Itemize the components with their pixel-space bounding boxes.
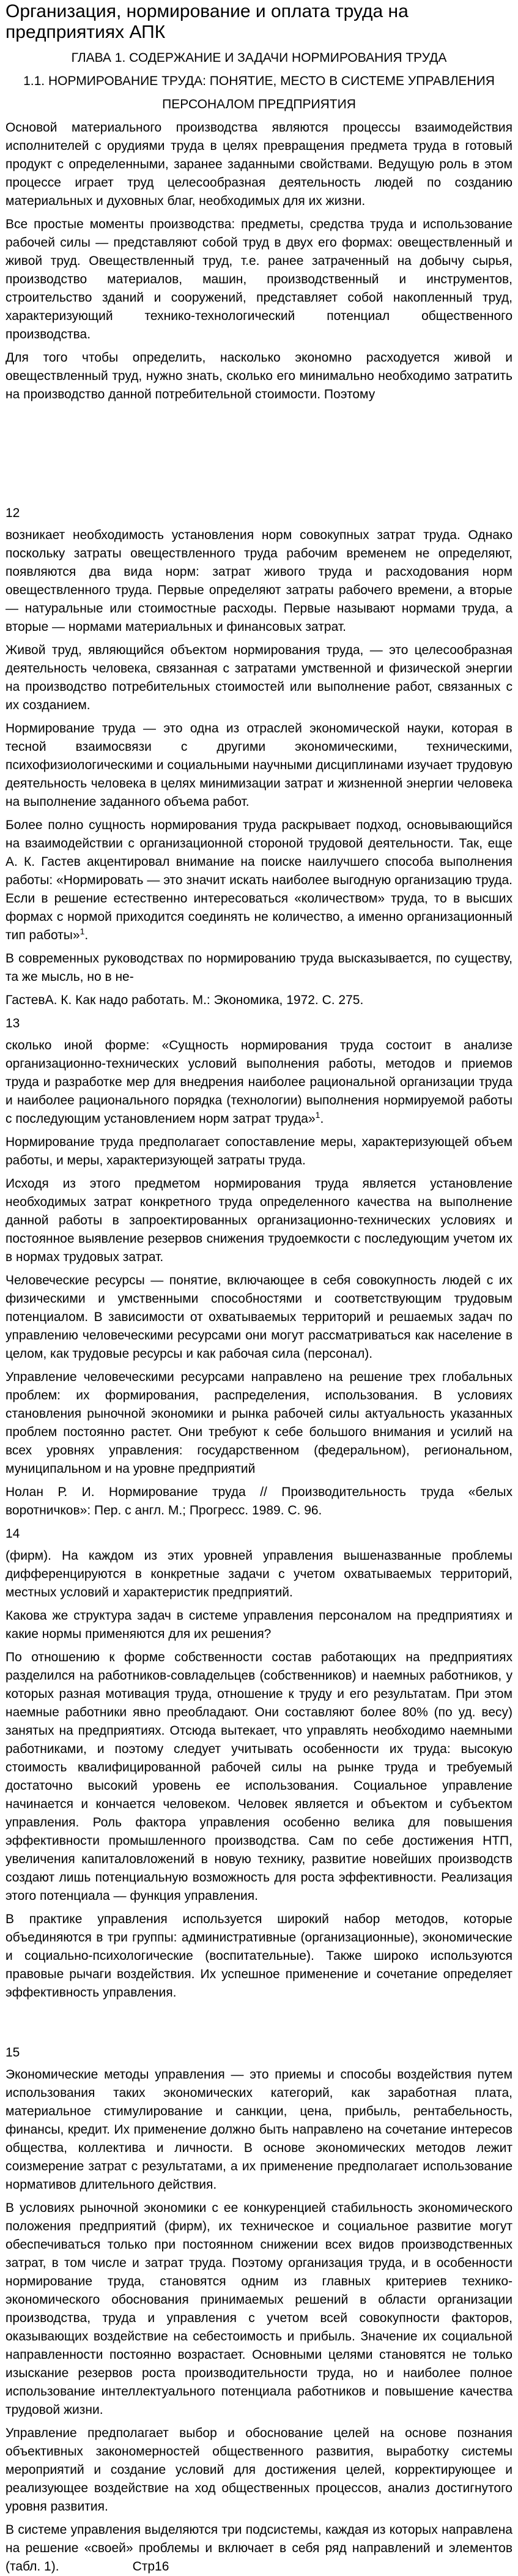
- paragraph: возникает необходимость установления норм совокупных затрат труда. Однако поскольку затраты овеществленного труда рабочим временем не определяют, появляются два вида норм: затрат живого труда и расходования норм овеществленного труда. Первые определяют затраты рабочего времени, а вторые — натуральные или стоимостные расходы. Первые называют нормами труда, а вторые — нормами материальных и финансовых затрат.: [6, 528, 512, 634]
- footnote: Нолан Р. И. Нормирование труда // Производительность труда «белых воротничков»: Пер. с англ. М.; Прогресс. 1989. С. 96.: [6, 1485, 512, 1517]
- paragraph: В условиях рыночной экономики с ее конкуренцией стабильность экономического положения предприятий (фирм), их техническое и социальное развитие могут обеспечиваться только при постоянном снижении всех видов производственных затрат, в том числе и затрат труда. Поэтому организация труда, и в особенности нормирование труда, становятся одним из главных критериев технико-экономического обоснования принимаемых решений в области организации производства, труда и управления с учетом всей совокупности факторов, оказывающих воздействие на себестоимость и прибыль. Значение их социальной направленности постоянно возрастает. Основными целями становятся не только изыскание резервов роста производительности труда, но и наиболее полное использование интеллектуального потенциала работников и повышение качества трудовой жизни.: [6, 2201, 512, 2417]
- paragraph: В современных руководствах по нормированию труда высказывается, по существу, та же мысль, но в не-: [6, 951, 512, 984]
- paragraph: Исходя из этого предметом нормирования труда является установление необходимых затрат конкретного труда определенного качества на выполнение данной работы в запроектированных организационно-технических условиях и постоянное выявление резервов снижения трудоемкости с последующим учетом их в нормах трудовых затрат.: [6, 1177, 512, 1264]
- paragraph: Нормирование труда — это одна из отраслей экономической науки, которая в тесной взаимосвязи с другими экономическими, техническими, психофизиологическими и социальными научными дисциплинами изучает трудовую деятельность человека в целях минимизации затрат и жизненной энергии человека на выполнение заданного объема работ.: [6, 721, 512, 809]
- footnote-marker: 1: [315, 1110, 320, 1120]
- paragraph: Какова же структура задач в системе управления персоналом на предприятиях и какие нормы применяются для их решения?: [6, 1609, 512, 1641]
- page-footer-label: Стр16: [132, 2559, 169, 2574]
- page-number: 15: [6, 2046, 20, 2060]
- paragraph: По отношению к форме собственности состав работающих на предприятиях разделился на работников-совладельцев (собственников) и наемных работников, у которых разная мотивация труда, отношение к труду и его результатам. При этом наемные работники явно преобладают. Они составляют более 80% (по уд. весу) занятых на предприятиях. Отсюда вытекает, что управлять необходимо наемными работниками, и поэтому следует учитывать особенности их труда: высокую стоимость квалифицированной рабочей силы на рынке труда и требуемый достаточно высокий уровень ее использования. Социальное управление начинается и кончается человеком. Человек является и объектом и субъектом управления. Роль фактора управления особенно велика для повышения эффективности промышленного производства. Сам по себе достижения НТП, увеличения капиталовложений в новую технику, развитие новейших производств создают лишь потенциальную возможность для роста эффективности. Реализация этого потенциала — функция управления.: [6, 1650, 512, 1903]
- footnote-marker: 1: [80, 926, 85, 936]
- page-number: 12: [6, 506, 20, 520]
- paragraph: Управление предполагает выбор и обоснование целей на основе познания объективных закономерностей общественного развития, выработку системы мероприятий и создание условий для достижения целей, корректирующее и реализующее воздействие на ход общественных процессов, анализ достигнутого уровня развития.: [6, 2426, 512, 2514]
- document-title: Организация, нормирование и оплата труда на предприятиях АПК: [6, 1, 409, 42]
- paragraph: Основой материального производства являются процессы взаимодействия исполнителей с орудиями труда в целях превращения предмета труда в готовый продукт с определенными, заранее заданными свойствами. Ведущую роль в этом процессе играет труд целесообразная деятельность людей по созданию материальных и духовных благ, необходимых для их жизни.: [6, 121, 512, 208]
- paragraph: Для того чтобы определить, насколько экономно расходуется живой и овеществленный труд, нужно знать, сколько его минимально необходимо затратить на производство данной потребительной стоимости. Поэтому: [6, 351, 512, 401]
- page-gap: [6, 2007, 512, 2044]
- paragraph: Живой труд, являющийся объектом нормирования труда, — это целесообразная деятельность человека, связанная с затратами умственной и физической энергии на производство потребительных стоимостей или выполнение работ, связанных с их созданием.: [6, 643, 512, 712]
- chapter-heading: ГЛАВА 1. СОДЕРЖАНИЕ И ЗАДАЧИ НОРМИРОВАНИЯ ТРУДА: [71, 51, 447, 65]
- paragraph: В практике управления используется широкий набор методов, которые объединяются в три группы: административные (организационные), экономические и социально-психологические (воспитательные). Также широко используются правовые рычаги воздействия. Их успешное применение и сочетание определяет эффективность управления.: [6, 1912, 512, 2000]
- footnote: ГастевА. К. Как надо работать. М.: Экономика, 1972. С. 275.: [6, 993, 364, 1007]
- paragraph: Человеческие ресурсы — понятие, включающее в себя совокупность людей с их физическими и умственными способностями и соответствующим трудовым потенциалом. В зависимости от охватываемых территорий и решаемых задач по управлению человеческими ресурсами они могут рассматриваться как население в целом, как трудовые ресурсы и как рабочая сила (персонал).: [6, 1273, 512, 1361]
- paragraph-text: сколько иной форме: «Сущность нормирования труда состоит в анализе организационно-технических условий выполнения работы, методов и приемов труда и разработке мер для внедрения наиболее рациональной организации труда и наиболее рационального порядка (технологии) выполнения нормируемой работы с последующим установлением норм затрат труда»: [6, 1038, 512, 1126]
- section-heading: 1.1. НОРМИРОВАНИЕ ТРУДА: ПОНЯТИЕ, МЕСТО В СИСТЕМЕ УПРАВЛЕНИЯ: [23, 74, 495, 88]
- paragraph: Управление человеческими ресурсами направлено на решение трех глобальных проблем: их формирования, распределения, использования. В условиях становления рыночной экономики и рынка рабочей силы актуальность указанных проблем постоянно растет. Они требуют к себе большого внимания и усилий на всех уровнях управления: государственном (федеральном), региональном, муниципальном и на уровне предприятий: [6, 1370, 512, 1476]
- paragraph-text: Более полно сущность нормирования труда раскрывает подход, основывающийся на взаимодействии с организационной стороной трудовой деятельности. Так, еще А. К. Гастев акцентировал внимание на поиске наилучшего способа выполнения работы: «Нормировать — это значит искать наиболее выгодную организацию труда. Если в решение естественно интересоваться «количеством» труда, то в высших формах с нормой приходится соединять не количество, а именно организационный тип работы»: [6, 818, 512, 942]
- paragraph: (фирм). На каждом из этих уровней управления вышеназванные проблемы дифференцируются в конкретные задачи с учетом охватываемых территорий, местных условий и характеристик предприятий.: [6, 1549, 512, 1599]
- paragraph: Нормирование труда предполагает сопоставление меры, характеризующей объем работы, и меры, характеризующей затраты труда.: [6, 1135, 512, 1167]
- section-heading-continued: ПЕРСОНАЛОМ ПРЕДПРИЯТИЯ: [162, 97, 356, 111]
- paragraph-with-footnote: Более полно сущность нормирования труда раскрывает подход, основывающийся на взаимодействии с организационной стороной трудовой деятельности. Так, еще А. К. Гастев акцентировал внимание на поиске наилучшего способа выполнения работы: «Нормировать — это значит искать наиболее выгодную организацию труда. Если в решение естественно интересоваться «количеством» труда, то в высших формах с нормой приходится соединять не количество, а именно организационный тип работы»$^1$.: [6, 818, 512, 942]
- page-number: 14: [6, 1527, 20, 1541]
- last-paragraph: [6, 2521, 512, 2576]
- page-gap: [6, 409, 512, 504]
- page-number: 13: [6, 1016, 20, 1030]
- paragraph: Все простые моменты производства: предметы, средства труда и использование рабочей силы — представляют собой труд в двух его формах: овеществленный и живой труд. Овеществленный труд, т.е. ранее затраченный на добычу сырья, производство материалов, машин, производственный и инструментов, строительство зданий и сооружений, представляет собой накопленный труд, характеризующий технико-технологический потенциал общественного производства.: [6, 217, 512, 341]
- document-page: [0, 1, 518, 2574]
- paragraph-with-footnote: сколько иной форме: «Сущность нормирования труда состоит в анализе организационно-технических условий выполнения работы, методов и приемов труда и разработке мер для внедрения наиболее рациональной организации труда и наиболее рационального порядка (технологии) выполнения нормируемой работы с последующим установлением норм затрат труда»$^1$.: [6, 1038, 512, 1126]
- paragraph: Экономические методы управления — это приемы и способы воздействия путем использования таких экономических категорий, как заработная плата, материальное стимулирование и санкции, цена, прибыль, рентабельность, финансы, кредит. Их применение должно быть направлено на сочетание интересов общества, коллектива и личности. В основе экономических методов лежит соизмерение затрат с результатами, а их применение предполагает использование нормативов длительного действия.: [6, 2068, 512, 2192]
- paragraph-text: В системе управления выделяются три подсистемы, каждая из которых направлена на решение «своей» проблемы и включает в себя ряд направлений и элементов (табл. 1).: [6, 2523, 512, 2574]
